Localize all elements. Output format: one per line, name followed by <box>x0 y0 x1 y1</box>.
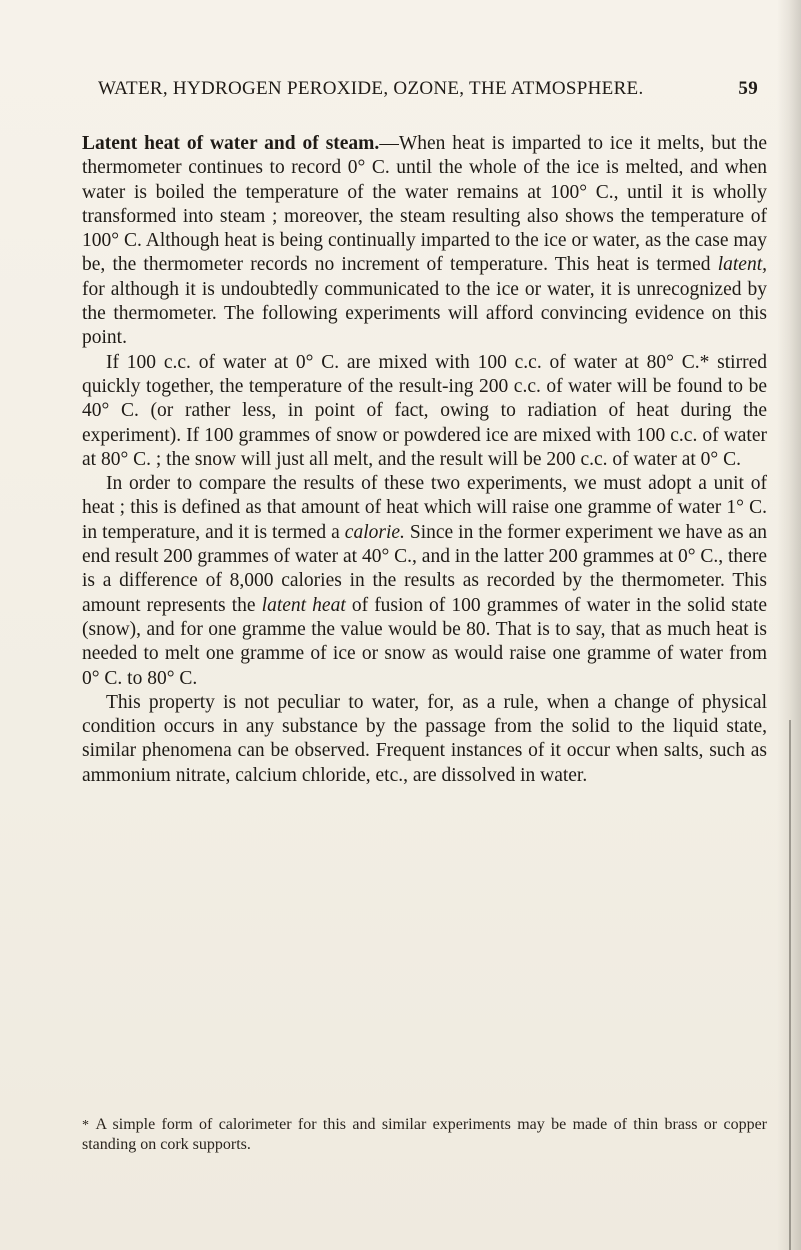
main-text <box>82 132 767 788</box>
paragraph-text: —When heat is imparted to ice it melts, but the thermometer continues to record 0° C. until the whole of the ice is melted, and when water is boiled the temperature of the water remains at 100° C., until it is wholly transformed into steam ; moreover, the steam resulting also shows the temperature of 100° C. Although heat is being continually imparted to the ice or water, as the case may be, the thermometer records no increment of temperature. This heat is termed <box>82 133 767 276</box>
footnote <box>82 1115 767 1154</box>
section-heading: Latent heat of water and of steam. <box>82 133 380 154</box>
paragraph-text: of fusion of 100 grammes of water in the solid state (snow), and for one gramme the value would be 80. That is to say, that as much heat is needed to melt one gramme of ice or snow as would raise one gramme of water from 0° C. to 80° C. <box>82 594 767 689</box>
paragraph-calorie <box>82 472 767 691</box>
footnote-mark: * <box>82 1118 89 1133</box>
page-edge-line <box>789 720 791 1250</box>
paragraph-text: for although it is undoubtedly communicated to the ice or water, it is unrecognized by the thermometer. The following experiments will afford convincing evidence on this point. <box>82 278 767 349</box>
paragraph-text: Since in the former experiment we have as an end result 200 grammes of water at 40° C., and in the latter 200 grammes at 0° C., there is a difference of 8,000 calories in the results as recorded by the thermometer. This amount represents the <box>82 521 767 616</box>
paragraph-text: In order to compare the results of these two experiments, we must adopt a unit of heat ; this is defined as that amount of heat which will raise one gramme of water 1° C. in temperature, and it is termed a <box>82 473 767 543</box>
page-number: 59 <box>738 78 758 99</box>
italic-term: latent, <box>717 254 767 276</box>
paragraph-mixing-experiment <box>82 351 767 472</box>
italic-term: calorie. <box>344 521 405 543</box>
italic-term: latent heat <box>261 594 346 616</box>
paragraph-text: If 100 c.c. of water at 0° C. are mixed with 100 c.c. of water at 80° C.* stirred quickly together, the temperature of the result-ing 200 c.c. of water will be found to be 40° C. (or rather less, in point of fact, owing to radiation of heat during the experiment). If 100 grammes of snow or powdered ice are mixed with 100 c.c. of water at 80° C. ; the snow will just all melt, and the result will be 200 c.c. of water at 0° C. <box>82 351 767 470</box>
page-header <box>98 78 758 100</box>
paragraph-property <box>82 691 767 788</box>
running-title: WATER, HYDROGEN PEROXIDE, OZONE, THE ATMOSPHERE. <box>98 78 644 99</box>
paragraph-text: This property is not peculiar to water, for, as a rule, when a change of physical condition occurs in any substance by the passage from the solid to the liquid state, similar phenomena can be observed. Frequent instances of it occur when salts, such as ammonium nitrate, calcium chloride, etc., are dissolved in water. <box>82 691 767 786</box>
paragraph-latent-heat <box>82 132 767 351</box>
footnote-text: A simple form of calorimeter for this and similar experiments may be made of thin brass or copper standing on cork supports. <box>82 1116 767 1153</box>
